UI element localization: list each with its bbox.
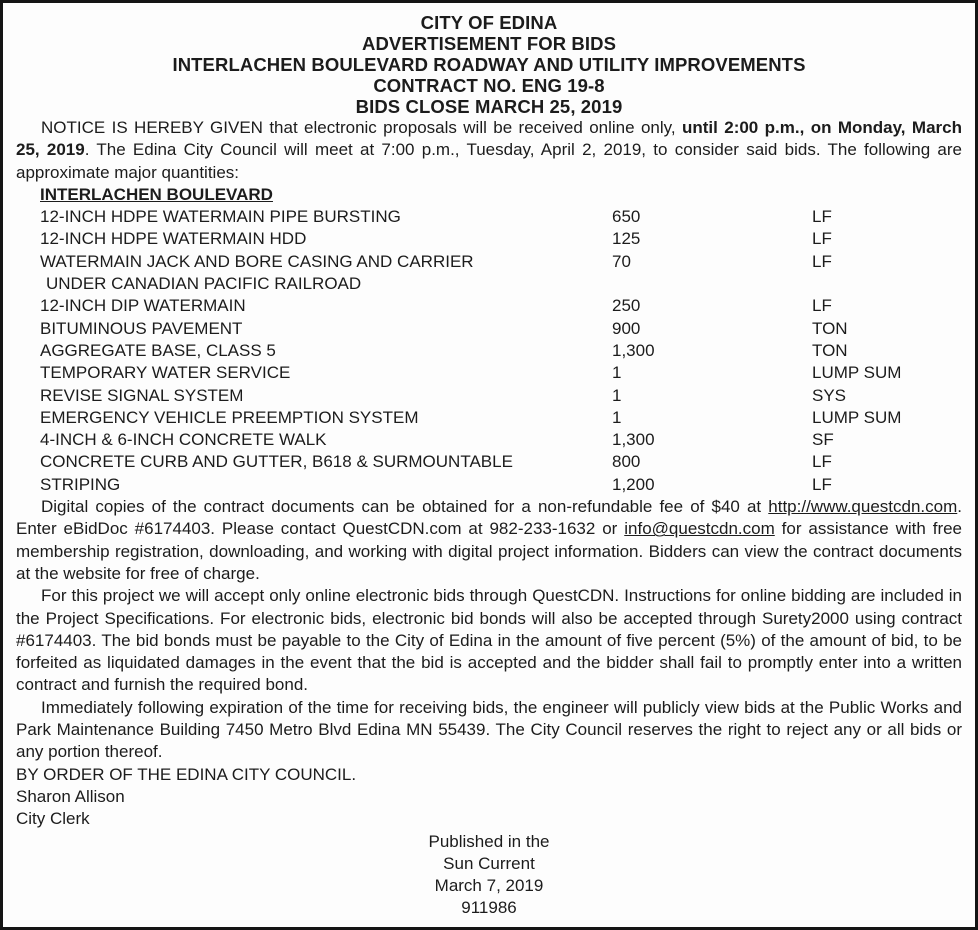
quantity-unit: SF — [812, 430, 834, 450]
quantity-item: EMERGENCY VEHICLE PREEMPTION SYSTEM — [40, 407, 419, 427]
digital-copies-text-3: for assistance with free membership registration, downloading, and working with digital project information. Bidders can view the contract documents at the website for free of charge. — [16, 519, 963, 583]
quantity-value: 250 — [612, 296, 641, 316]
closing-block — [16, 764, 962, 831]
quantity-unit: LF — [812, 251, 832, 271]
bid-opening-paragraph: Immediately following expiration of the time for receiving bids, the engineer will publicly view bids at the Public Works and Park Maintenance Building 7450 Metro Blvd Edina MN 55439. The City Council reserves the right to reject any or all bids or any portion thereof. — [16, 697, 962, 762]
publication-name: Sun Current — [443, 853, 535, 873]
header-bid-close-date: BIDS CLOSE MARCH 25, 2019 — [355, 96, 623, 117]
quantity-item: STRIPING — [40, 474, 121, 494]
quantity-unit: LUMP SUM — [812, 407, 902, 427]
publication-number: 911986 — [461, 898, 517, 918]
publication-block — [16, 831, 962, 920]
quantities-section-title: INTERLACHEN BOULEVARD — [40, 184, 273, 204]
quantity-item: WATERMAIN JACK AND BORE CASING AND CARRIER — [40, 251, 474, 271]
quantity-unit: LF — [812, 452, 832, 472]
quantity-item: 12-INCH DIP WATERMAIN — [40, 296, 246, 316]
online-bids-paragraph: For this project we will accept only online electronic bids through QuestCDN. Instructions for online bidding are included in the Project Specifications. For electronic bids, electronic bid bonds will also be accepted through Surety2000 using contract #6174403. The bid bonds must be payable to the City of Edina in the amount of five percent (5%) of the amount of bid, to be forfeited as liquidated damages in the event that the bid is accepted and the bidder shall fail to promptly enter into a written contract and furnish the required bond. — [16, 586, 962, 695]
quantity-unit: TON — [812, 318, 848, 338]
header-city-name: CITY OF EDINA — [420, 12, 558, 33]
table-row — [40, 251, 962, 273]
publication-line: Published in the — [428, 831, 550, 851]
quantity-value: 800 — [612, 452, 641, 472]
quantity-unit — [812, 273, 962, 295]
quantity-value — [612, 273, 812, 295]
table-row — [40, 340, 962, 362]
publication-date: March 7, 2019 — [434, 876, 544, 896]
header-ad-title: ADVERTISEMENT FOR BIDS — [361, 33, 617, 54]
quantity-item: REVISE SIGNAL SYSTEM — [40, 385, 244, 405]
quantity-unit: TON — [812, 340, 848, 360]
quantity-item: 4-INCH & 6-INCH CONCRETE WALK — [40, 430, 327, 450]
quantity-item-continuation: UNDER CANADIAN PACIFIC RAILROAD — [46, 274, 362, 294]
quantity-value: 1,300 — [612, 430, 655, 450]
quantity-item: 12-INCH HDPE WATERMAIN HDD — [40, 229, 307, 249]
table-row — [40, 407, 962, 429]
quantity-unit: LF — [812, 474, 832, 494]
quantity-item: CONCRETE CURB AND GUTTER, B618 & SURMOUNTABLE — [40, 452, 513, 472]
by-order-line: BY ORDER OF THE EDINA CITY COUNCIL. — [16, 764, 357, 784]
table-row — [40, 228, 962, 250]
header-contract-number: CONTRACT NO. ENG 19-8 — [373, 75, 605, 96]
table-row — [40, 474, 962, 496]
table-row — [40, 451, 962, 473]
quantity-item: BITUMINOUS PAVEMENT — [40, 318, 243, 338]
intro-text-end: . The Edina City Council will meet at 7:00 p.m., Tuesday, April 2, 2019, to consider said bids. The following are approximate major quantities: — [16, 140, 962, 182]
quantity-item: TEMPORARY WATER SERVICE — [40, 363, 291, 383]
clerk-title: City Clerk — [16, 809, 90, 829]
quantity-value: 1,300 — [612, 340, 655, 360]
quantity-unit: SYS — [812, 385, 847, 405]
intro-text-start: NOTICE IS HEREBY GIVEN that electronic proposals will be received online only, — [41, 118, 682, 137]
quantity-unit: LF — [812, 296, 832, 316]
quantity-unit: LF — [812, 207, 832, 227]
digital-copies-text-1: Digital copies of the contract documents can be obtained for a non-refundable fee of $40 at — [41, 497, 769, 517]
intro-paragraph — [16, 117, 962, 184]
table-row — [40, 295, 962, 317]
quantity-value: 1 — [612, 385, 622, 405]
intro-deadline-bold: until 2:00 p.m., on Monday, March 25, 2019 — [16, 118, 962, 160]
quantity-unit: LUMP SUM — [812, 363, 902, 383]
table-row — [40, 385, 962, 407]
table-row-continuation — [40, 273, 962, 295]
quantity-unit: LF — [812, 229, 832, 249]
digital-copies-paragraph — [16, 496, 962, 585]
clerk-name: Sharon Allison — [16, 786, 125, 806]
quantity-item: 12-INCH HDPE WATERMAIN PIPE BURSTING — [40, 207, 401, 227]
digital-copies-text-2: . Enter eBidDoc #6174403. Please contact QuestCDN.com at 982-233-1632 or — [16, 497, 962, 539]
quantity-value: 1 — [612, 363, 622, 383]
quantity-value: 70 — [612, 251, 631, 271]
table-row — [40, 362, 962, 384]
table-row — [40, 206, 962, 228]
quantity-value: 1,200 — [612, 474, 655, 494]
quantity-value: 1 — [612, 407, 622, 427]
quantity-item: AGGREGATE BASE, CLASS 5 — [40, 340, 276, 360]
table-row — [40, 318, 962, 340]
header-project-name: INTERLACHEN BOULEVARD ROADWAY AND UTILITY IMPROVEMENTS — [172, 54, 806, 75]
table-row — [40, 429, 962, 451]
questcdn-email-link: info@questcdn.com — [624, 519, 775, 539]
quantity-value: 650 — [612, 207, 641, 227]
quantity-value: 125 — [612, 229, 641, 249]
quantities-table — [40, 206, 962, 496]
questcdn-url-link: http://www.questcdn.com — [768, 497, 958, 517]
notice-header — [16, 12, 962, 117]
quantity-value: 900 — [612, 318, 641, 338]
